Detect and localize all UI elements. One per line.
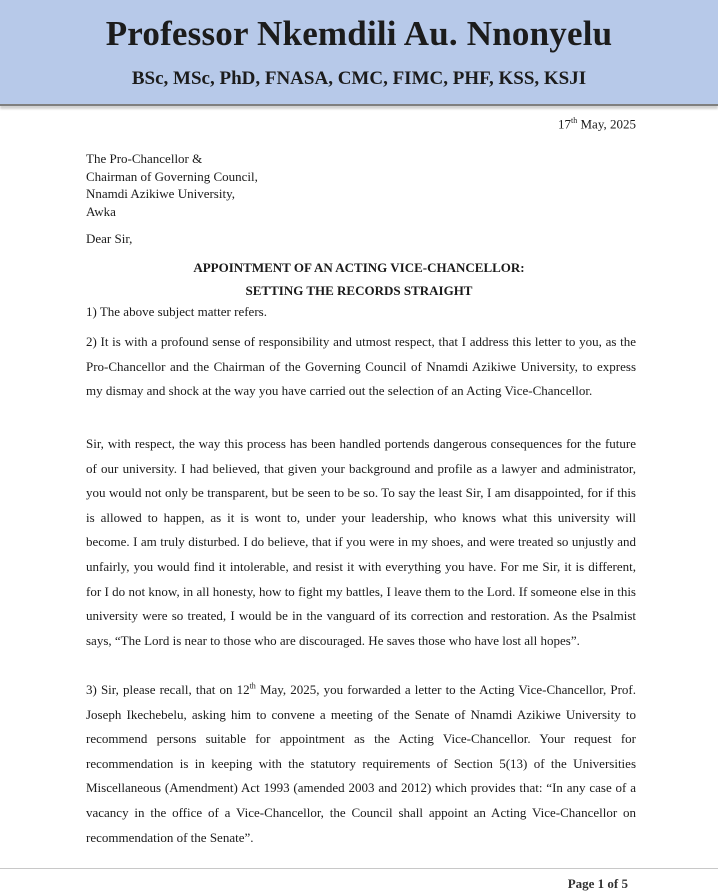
letter-date bbox=[558, 116, 636, 132]
paragraph-4-rest: May, 2025, you forwarded a letter to the Acting Vice-Chancellor, Prof. Joseph Ikechebelu, asking him to convene a meeting of the Senate of Nnamdi Azikiwe University to recommend persons suitable for appointment as the Acting Vice-Chancellor. Your request for recommendation is in keeping with the statutory requirements of Section 5(13) of the Universities Miscellaneous (Amendment) Act 1993 (amended 2003 and 2012) which provides that: “In any case of a vacancy in the office of a Vice-Chancellor, the Council shall appoint an Acting Vice-Chancellor on recommendation of the Senate”. bbox=[86, 682, 636, 845]
paragraph-3: Sir, with respect, the way this process has been handled portends dangerous consequences for the future of our university. I had believed, that given your background and profile as a lawyer and administrator, you would not only be transparent, but be seen to be so. To say the least Sir, I am disappointed, for if this is allowed to happen, as it is wont to, under your leadership, who knows what this university will become. I am truly disturbed. I do believe, that if you were in my shoes, and were treated so unjustly and unfairly, you would find it intolerable, and resist it with everything you have. For me Sir, it is different, for I do not know, in all honesty, how to fight my battles, I leave them to the Lord. If someone else in this university were so treated, I would be in the vanguard of its correction and restoration. As the Psalmist says, “The Lord is near to those who are discouraged. He saves those who have lost all hopes”. bbox=[86, 436, 636, 648]
address-line: Nnamdi Azikiwe University, bbox=[86, 186, 235, 202]
paragraph-1: 1) The above subject matter refers. bbox=[86, 304, 267, 319]
page-number: Page 1 of 5 bbox=[567, 876, 628, 891]
salutation: Dear Sir, bbox=[86, 231, 133, 246]
letterhead-qualifications: BSc, MSc, PhD, FNASA, CMC, FIMC, PHF, KSS, KSJI bbox=[131, 68, 587, 89]
date-rest: May, 2025 bbox=[577, 116, 636, 132]
recipient-address bbox=[86, 150, 258, 220]
subject-heading-line1: APPOINTMENT OF AN ACTING VICE-CHANCELLOR: bbox=[193, 260, 525, 275]
letterhead-banner bbox=[0, 0, 718, 106]
address-line: The Pro-Chancellor & bbox=[86, 151, 203, 166]
date-day: 17 bbox=[558, 116, 572, 132]
paragraph-4-start: 3) Sir, please recall, that on 12 bbox=[86, 682, 250, 697]
subject-heading-line2: SETTING THE RECORDS STRAIGHT bbox=[245, 283, 473, 298]
address-line: Awka bbox=[86, 203, 116, 219]
address-line: Chairman of Governing Council, bbox=[86, 168, 258, 184]
paragraph-4-sup: th bbox=[249, 681, 256, 691]
footer-divider bbox=[0, 868, 718, 869]
paragraph-4 bbox=[86, 678, 636, 850]
date-suffix: th bbox=[571, 116, 578, 125]
letterhead-name: Professor Nkemdili Au. Nnonyelu bbox=[105, 14, 613, 53]
paragraph-2: 2) It is with a profound sense of responsibility and utmost respect, that I address this letter to you, as the Pro-Chancellor and the Chairman of the Governing Council of Nnamdi Azikiwe University, to express my dismay and shock at the way you have carried out the selection of an Acting Vice-Chancellor. bbox=[86, 334, 636, 399]
